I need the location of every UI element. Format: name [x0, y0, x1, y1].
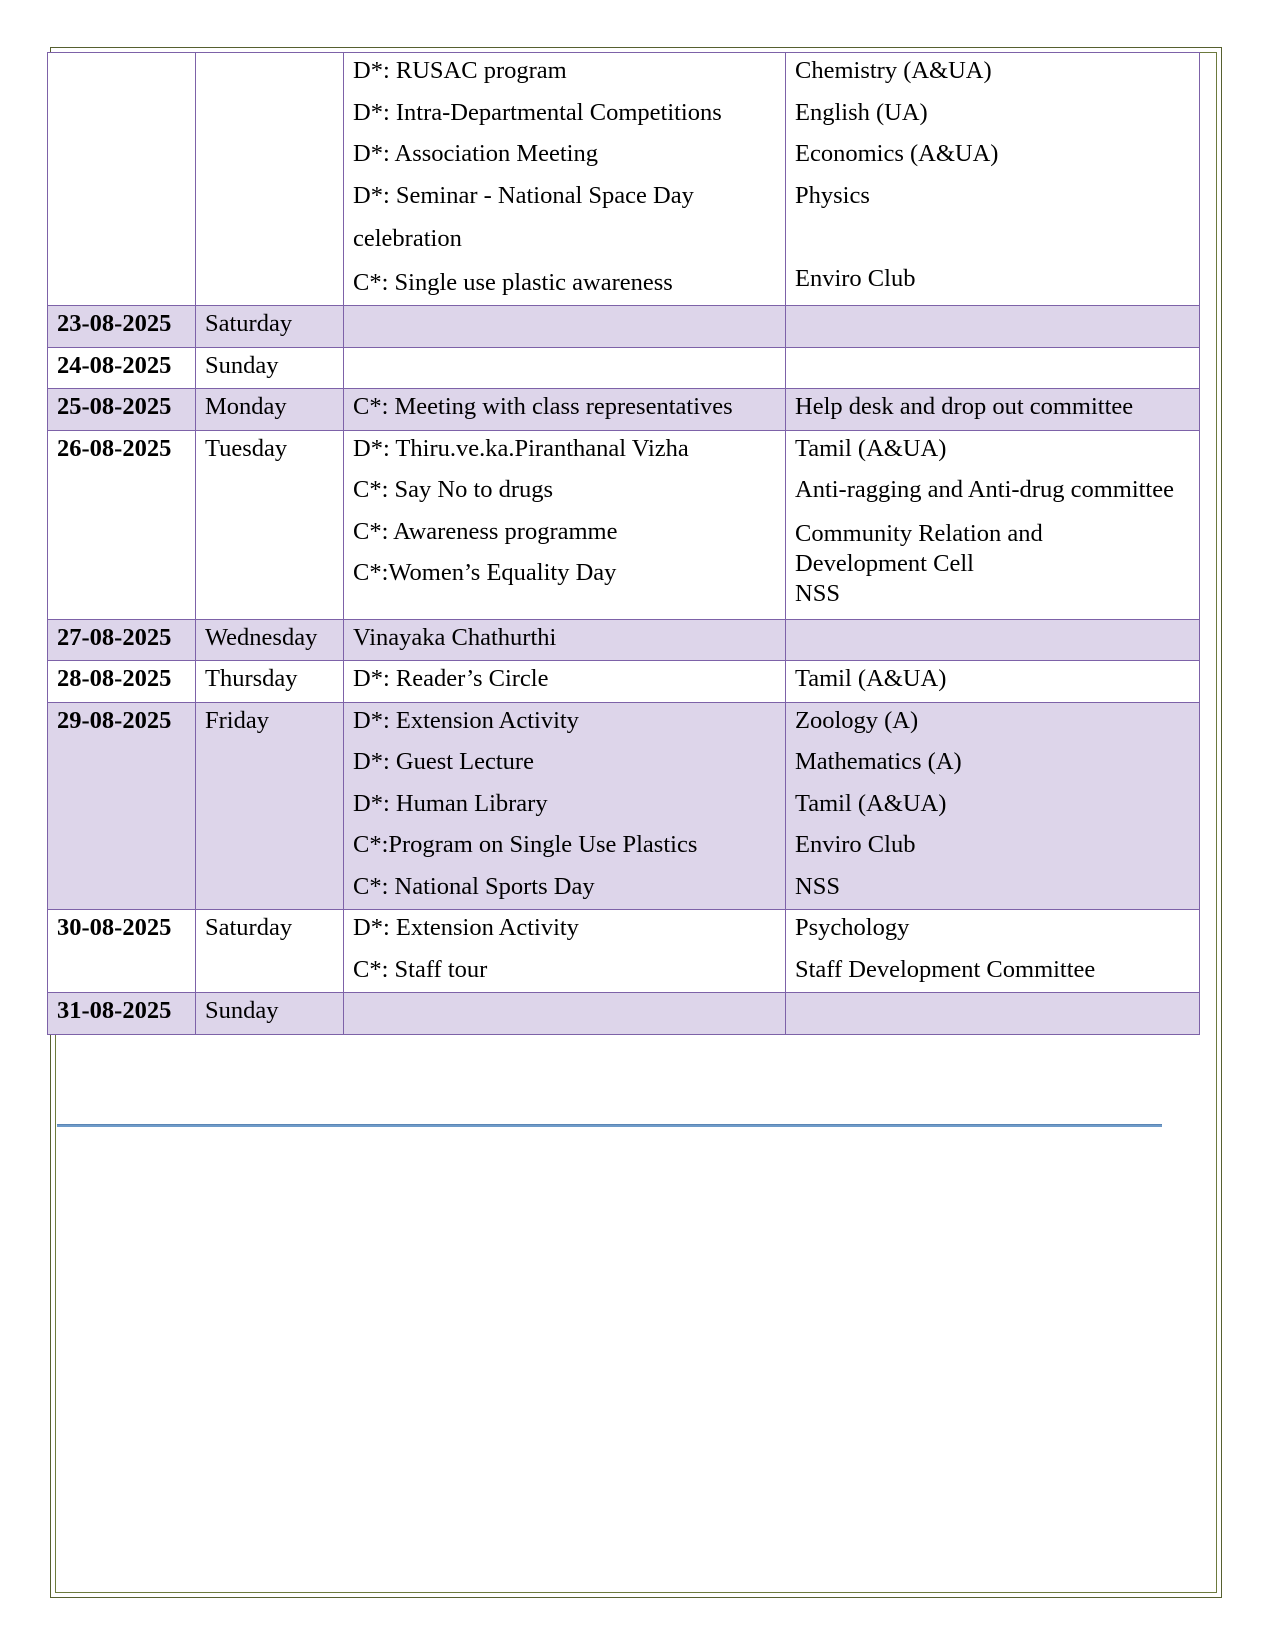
department-line: English (UA) [795, 98, 928, 126]
activity-line: celebration [353, 225, 462, 252]
cell-activities-lines [353, 395, 776, 420]
cell-date [48, 661, 196, 703]
cell-departments-lines [795, 916, 1190, 982]
table-row [48, 53, 1200, 306]
department-line: Zoology (A) [795, 706, 919, 734]
cell-activities-lines [353, 623, 776, 651]
cell-day [196, 661, 344, 703]
department-line: Enviro Club [795, 831, 916, 859]
day-text: Saturday [205, 310, 293, 338]
cell-activities [344, 661, 786, 703]
activity-line: C*:Women’s Equality Day [353, 559, 617, 587]
department-line: Enviro Club [795, 264, 916, 292]
day-text: Saturday [205, 914, 293, 942]
date-text: 28-08-2025 [57, 665, 172, 693]
cell-date [48, 619, 196, 661]
cell-activities [344, 53, 786, 306]
activity-line: C*: Single use plastic awareness [353, 268, 673, 296]
department-line: Tamil (A&UA) [795, 789, 947, 817]
cell-activities-lines [353, 916, 776, 982]
cell-departments [786, 53, 1200, 306]
cell-date [48, 993, 196, 1035]
department-line: Community Relation and [795, 519, 1043, 547]
table-row [48, 661, 1200, 703]
horizontal-rule [57, 1124, 1162, 1127]
cell-activities [344, 306, 786, 348]
cell-departments-lines [795, 434, 1190, 609]
day-text: Wednesday [205, 623, 318, 651]
cell-activities [344, 619, 786, 661]
table-row [48, 702, 1200, 910]
cell-activities-lines [353, 59, 776, 295]
table-row [48, 910, 1200, 993]
department-line: NSS [795, 579, 840, 607]
cell-activities [344, 430, 786, 619]
cell-day [196, 702, 344, 910]
department-line: Economics (A&UA) [795, 140, 999, 167]
cell-departments [786, 910, 1200, 993]
day-text: Sunday [205, 351, 279, 379]
department-line: Tamil (A&UA) [795, 434, 947, 462]
day-text: Friday [205, 706, 269, 734]
department-line: Chemistry (A&UA) [795, 57, 992, 84]
cell-activities-lines [353, 434, 776, 587]
date-text: 31-08-2025 [57, 997, 172, 1025]
activity-line: D*: Reader’s Circle [353, 665, 549, 693]
cell-day [196, 53, 344, 306]
table-body [48, 53, 1200, 1035]
activity-line: D*: Seminar - National Space Day [353, 181, 694, 209]
activity-line: Vinayaka Chathurthi [353, 623, 557, 651]
cell-date [48, 702, 196, 910]
cell-day [196, 306, 344, 348]
cell-activities [344, 702, 786, 910]
cell-day [196, 910, 344, 993]
activity-line: D*: Thiru.ve.ka.Piranthanal Vizha [353, 434, 689, 462]
department-line: Tamil (A&UA) [795, 665, 947, 693]
cell-departments-lines [795, 667, 1190, 692]
table-row [48, 306, 1200, 348]
academic-calendar-table [47, 52, 1200, 1035]
cell-activities-lines [353, 667, 776, 692]
department-line: Anti-ragging and Anti-drug committee [795, 476, 1174, 504]
department-line: NSS [795, 872, 840, 900]
activity-line: C*: Meeting with class representatives [353, 393, 733, 421]
department-line: Psychology [795, 914, 910, 942]
activity-line: D*: Extension Activity [353, 914, 579, 942]
cell-day [196, 347, 344, 389]
activity-line: C*:Program on Single Use Plastics [353, 831, 698, 859]
date-text: 25-08-2025 [57, 393, 172, 421]
department-line: Help desk and drop out committee [795, 393, 1134, 421]
cell-activities-lines [353, 706, 776, 900]
activity-line: C*: Say No to drugs [353, 476, 554, 504]
activity-line: C*: Staff tour [353, 955, 488, 983]
activity-line: D*: Guest Lecture [353, 748, 534, 776]
cell-day [196, 993, 344, 1035]
cell-activities [344, 347, 786, 389]
date-text: 27-08-2025 [57, 623, 172, 651]
table-row [48, 347, 1200, 389]
day-text: Tuesday [205, 434, 288, 462]
cell-departments-lines [795, 59, 1190, 291]
cell-departments [786, 993, 1200, 1035]
activity-line: D*: Intra-Departmental Competitions [353, 98, 722, 126]
date-text: 29-08-2025 [57, 706, 172, 734]
activity-line: D*: Extension Activity [353, 706, 579, 734]
cell-departments [786, 347, 1200, 389]
activity-line: D*: Association Meeting [353, 140, 598, 167]
cell-date [48, 347, 196, 389]
cell-date [48, 53, 196, 306]
activity-line: C*: National Sports Day [353, 872, 595, 900]
cell-departments [786, 430, 1200, 619]
cell-departments [786, 702, 1200, 910]
cell-departments-lines [795, 395, 1190, 420]
cell-departments [786, 389, 1200, 431]
cell-activities [344, 389, 786, 431]
cell-departments [786, 619, 1200, 661]
cell-departments-lines [795, 706, 1190, 900]
department-line: Development Cell [795, 549, 974, 577]
cell-date [48, 389, 196, 431]
day-text: Sunday [205, 997, 279, 1025]
cell-activities [344, 993, 786, 1035]
department-line: Staff Development Committee [795, 955, 1096, 983]
cell-departments [786, 661, 1200, 703]
date-text: 26-08-2025 [57, 434, 172, 462]
department-line: Physics [795, 181, 870, 209]
day-text: Monday [205, 393, 287, 421]
activity-line: D*: RUSAC program [353, 57, 567, 84]
cell-date [48, 910, 196, 993]
activity-line: C*: Awareness programme [353, 517, 618, 545]
cell-date [48, 306, 196, 348]
day-text: Thursday [205, 665, 298, 693]
cell-day [196, 389, 344, 431]
table-row [48, 430, 1200, 619]
activity-line: D*: Human Library [353, 789, 548, 817]
cell-day [196, 430, 344, 619]
table-row [48, 993, 1200, 1035]
cell-date [48, 430, 196, 619]
department-line: Mathematics (A) [795, 748, 962, 776]
cell-departments [786, 306, 1200, 348]
date-text: 23-08-2025 [57, 310, 172, 338]
cell-day [196, 619, 344, 661]
cell-activities [344, 910, 786, 993]
date-text: 30-08-2025 [57, 914, 172, 942]
table-row [48, 619, 1200, 661]
date-text: 24-08-2025 [57, 351, 172, 379]
table-row [48, 389, 1200, 431]
